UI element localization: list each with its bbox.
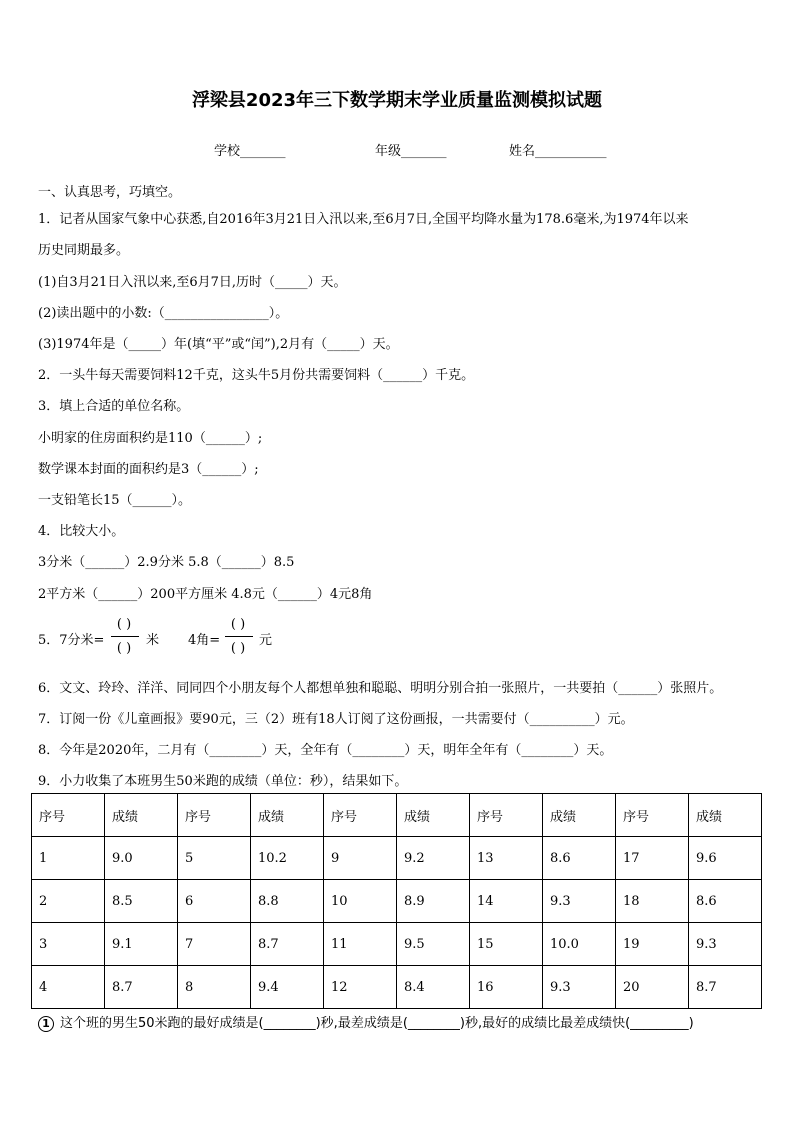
table-cell: 9.6 [689,837,762,880]
table-header-cell: 序号 [32,794,105,837]
table-header-cell: 序号 [616,794,689,837]
fraction-2-denominator: ( ) [230,641,246,656]
fraction-2-numerator: ( ) [230,617,246,632]
table-cell: 9.5 [397,923,470,966]
table-cell: 1 [32,837,105,880]
question-1-part2: (2)读出题中的小数:（________________）。 [38,306,289,321]
table-header-cell: 成绩 [251,794,324,837]
table-header-cell: 序号 [470,794,543,837]
question-9: 9．小力收集了本班男生50米跑的成绩（单位：秒），结果如下。 [38,774,408,789]
section-heading: 一、认真思考，巧填空。 [38,185,182,200]
question-3: 3．填上合适的单位名称。 [38,399,190,414]
table-header-cell: 成绩 [397,794,470,837]
table-cell: 8.4 [397,966,470,1009]
table-cell: 9.4 [251,966,324,1009]
question-1-line2: 历史同期最多。 [38,243,130,258]
table-cell: 8.6 [543,837,616,880]
question-3-c: 一支铅笔长15（______）。 [38,493,192,508]
question-2: 2．一头牛每天需要饲料12千克，这头牛5月份共需要饲料（______）千克。 [38,368,475,383]
table-header-cell: 成绩 [689,794,762,837]
table-cell: 17 [616,837,689,880]
table-cell: 9.2 [397,837,470,880]
grade-field: 年级_______ [375,144,447,159]
question-1-part1: (1)自3月21日入汛以来,至6月7日,历时（_____）天。 [38,275,347,290]
table-cell: 7 [178,923,251,966]
table-row [32,966,762,1009]
circled-number: 1 [38,1016,54,1032]
scores-table [31,793,762,1009]
fraction-1-numerator: ( ) [116,617,132,632]
table-cell: 12 [324,966,397,1009]
table-cell: 8.7 [689,966,762,1009]
table-cell: 9.3 [689,923,762,966]
table-cell: 14 [470,880,543,923]
question-7: 7．订阅一份《儿童画报》要90元，三（2）班有18人订阅了这份画报，一共需要付（__________）元。 [38,712,634,727]
page-title: 浮梁县2023年三下数学期末学业质量监测模拟试题 [191,90,603,111]
table-cell: 11 [324,923,397,966]
fraction-1-denominator: ( ) [116,641,132,656]
question-4-a: 3分米（______）2.9分米 5.8（______）8.5 [38,555,295,570]
table-cell: 3 [32,923,105,966]
question-9-sub1-text: 这个班的男生50米跑的最好成绩是(________)秒,最差成绩是(________)秒,最好的成绩比最差成绩快(_________) [60,1016,694,1031]
table-cell: 9.3 [543,880,616,923]
question-5-unit1: 米 [146,633,160,648]
table-cell: 10.2 [251,837,324,880]
table-cell: 5 [178,837,251,880]
question-1-line1: 1．记者从国家气象中心获悉,自2016年3月21日入汛以来,至6月7日,全国平均降水量为178.6毫米,为1974年以来 [38,212,689,227]
table-row [32,880,762,923]
table-cell: 8 [178,966,251,1009]
table-cell: 9.3 [543,966,616,1009]
table-cell: 9.1 [105,923,178,966]
question-9-sub1 [38,1012,694,1032]
question-4-b: 2平方米（______）200平方厘米 4.8元（______）4元8角 [38,587,373,602]
table-cell: 8.9 [397,880,470,923]
table-cell: 8.6 [689,880,762,923]
table-cell: 8.7 [105,966,178,1009]
table-cell: 13 [470,837,543,880]
table-cell: 15 [470,923,543,966]
table-cell: 19 [616,923,689,966]
question-5-mid: 4角= [188,633,221,648]
table-header-row [32,794,762,837]
table-cell: 18 [616,880,689,923]
table-header-cell: 成绩 [543,794,616,837]
question-5-prefix: 5．7分米= [38,633,105,648]
table-cell: 8.5 [105,880,178,923]
question-6: 6．文文、玲玲、洋洋、同同四个小朋友每个人都想单独和聪聪、明明分别合拍一张照片，一共要拍（______）张照片。 [38,681,723,696]
table-cell: 8.7 [251,923,324,966]
table-cell: 10.0 [543,923,616,966]
table-cell: 8.8 [251,880,324,923]
question-3-a: 小明家的住房面积约是110（______）; [38,431,263,446]
table-cell: 20 [616,966,689,1009]
table-row [32,837,762,880]
fraction-1-bar [111,636,139,637]
name-field: 姓名___________ [509,144,607,159]
table-header-cell: 成绩 [105,794,178,837]
table-header-cell: 序号 [178,794,251,837]
question-4: 4．比较大小。 [38,524,125,539]
question-5-unit2: 元 [259,633,273,648]
table-cell: 4 [32,966,105,1009]
table-cell: 9 [324,837,397,880]
fraction-2-bar [225,636,253,637]
table-cell: 9.0 [105,837,178,880]
school-field: 学校_______ [214,144,286,159]
table-row [32,923,762,966]
question-3-b: 数学课本封面的面积约是3（______）; [38,462,259,477]
table-cell: 2 [32,880,105,923]
table-cell: 6 [178,880,251,923]
question-1-part3: (3)1974年是（_____）年(填“平”或“闰”),2月有（_____）天。 [38,337,399,352]
question-8: 8．今年是2020年，二月有（________）天，全年有（________）天，明年全年有（________）天。 [38,743,613,758]
table-cell: 16 [470,966,543,1009]
table-cell: 10 [324,880,397,923]
table-header-cell: 序号 [324,794,397,837]
